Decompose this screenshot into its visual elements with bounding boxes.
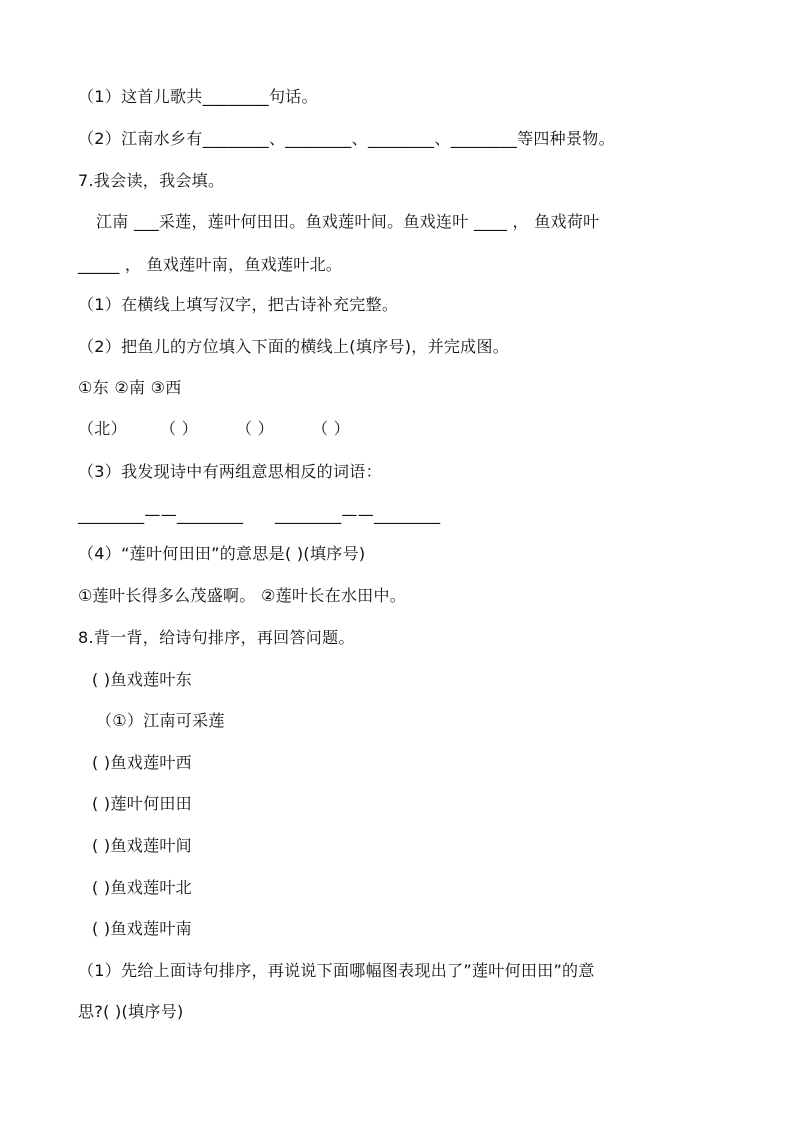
q8-item[interactable]: ( )鱼戏莲叶西 [92,753,192,772]
q8-item[interactable]: ( )鱼戏莲叶东 [92,670,192,689]
q7-sub-2: （2）把鱼儿的方位填入下面的横线上(填序号)，并完成图。 [78,337,510,356]
q6-sub-2: （2）江南水乡有________、________、________、________等四种景物。 [78,129,615,148]
q7-sub-1: （1）在横线上填写汉字，把古诗补充完整。 [78,295,399,314]
q8-sub-1-line-1: （1）先给上面诗句排序，再说说下面哪幅图表现出了”莲叶何田田”的意 [78,961,595,980]
q8-item[interactable]: ( )莲叶何田田 [92,794,192,813]
q8-item[interactable]: ( )鱼戏莲叶北 [92,878,192,897]
q7-direction-blank-1[interactable]: （ ） [160,419,198,438]
q7-poem-line-2: _____ ， 鱼戏莲叶南，鱼戏莲叶北。 [78,255,343,274]
q7-direction-north: （北） [78,419,127,438]
q8-item[interactable]: ( )鱼戏莲叶间 [92,836,192,855]
q7-sub-4-options: ①莲叶长得多么茂盛啊。 ②莲叶长在水田中。 [78,586,407,605]
q7-antonym-pair-2[interactable]: ________——________ [275,505,441,524]
q8-title: 8.背一背，给诗句排序，再回答问题。 [78,628,355,647]
q7-sub-3: （3）我发现诗中有两组意思相反的词语： [78,462,382,481]
q7-antonym-pair-1[interactable]: ________——________ [78,505,244,524]
q8-item[interactable]: （①）江南可采莲 [96,711,225,730]
q7-poem-line-1: 江南 ___采莲，莲叶何田田。鱼戏莲叶间。鱼戏连叶 ____ ， 鱼戏荷叶 [96,212,600,231]
q7-direction-options: ①东 ②南 ③西 [78,378,182,397]
q7-direction-blank-3[interactable]: （ ） [312,419,350,438]
q7-title: 7.我会读，我会填。 [78,171,225,190]
q8-item[interactable]: ( )鱼戏莲叶南 [92,919,192,938]
q7-sub-4: （4）“莲叶何田田”的意思是( )(填序号) [78,544,366,563]
q8-sub-1-line-2: 思?( )(填序号) [78,1002,184,1021]
q6-sub-1: （1）这首儿歌共________句话。 [78,87,318,106]
q7-direction-blank-2[interactable]: （ ） [236,419,274,438]
